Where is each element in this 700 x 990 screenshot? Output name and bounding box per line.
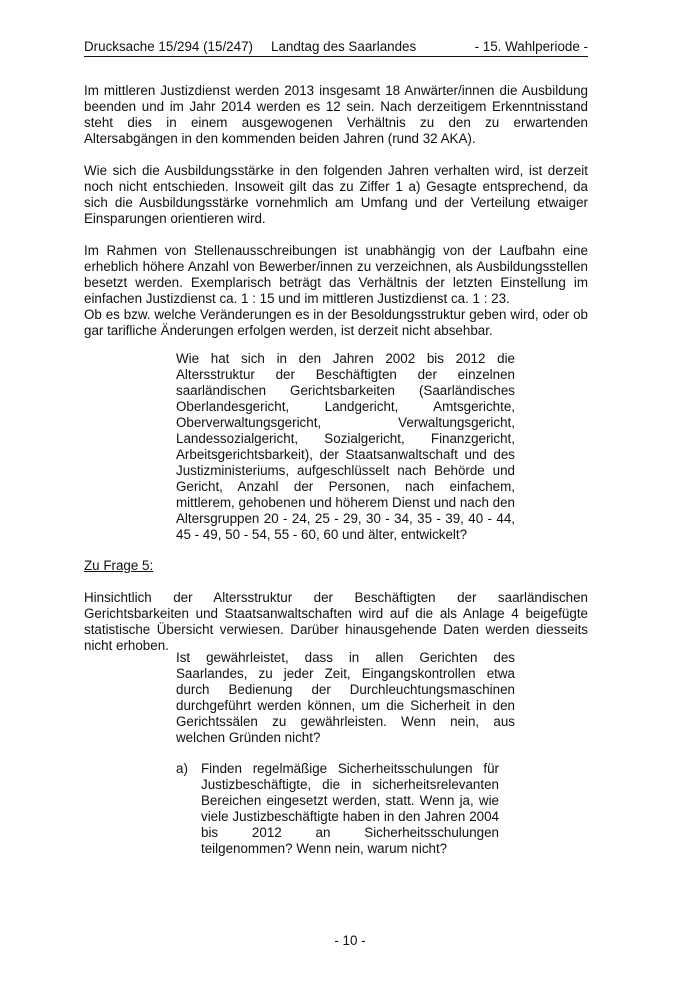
paragraph-applicants-ratio: Im Rahmen von Stellenausschreibungen ist unabhängig von der Laufbahn eine erheblich höhere Anzahl von Bewerber/innen zu verzeichnen, als Ausbildungsstellen besetzt werden. Exemplarisch beträgt das Verhältnis der letzten Einstellung im einfachen Justizdienst ca. 1 : 15 und im mittleren Justizdienst ca. 1 : 23. <box>84 243 588 306</box>
item-a-text: Finden regelmäßige Sicherheitsschulungen für Justizbeschäftigte, die in sicherheitsrelevanten Bereichen eingesetzt werden, statt. Wenn ja, wie viele Justizbeschäftigte haben in den Jahren 2004 bis 2012 an Sicherheitsschulungen teilgenommen? Wenn nein, warum nicht? <box>201 761 499 856</box>
item-a-label: a) <box>176 761 188 776</box>
header-document-number: Drucksache 15/294 (15/247) <box>84 39 253 54</box>
header-legislative-period: - 15. Wahlperiode - <box>474 39 588 54</box>
question-5-text: Wie hat sich in den Jahren 2002 bis 2012 die Altersstruktur der Beschäftigten der einzelnen saarländischen Gerichtsbarkeiten (Saarländisches Oberlandesgericht, Landgericht, Amtsgerichte, Oberverwaltungsgericht, Verwaltungsgericht, Landessozialgericht, Sozialgericht, Finanzgericht, Arbeitsgerichtsbarkeit), der Staatsanwaltschaft und des Justizministeriums, aufgeschlüsselt nach Behörde und Gericht, Anzahl der Personen, nach einfachem, mittlerem, gehobenen und höherem Dienst und nach den Altersgruppen 20 - 24, 25 - 29, 30 - 34, 35 - 39, 40 - 44, 45 - 49, 50 - 54, 55 - 60, 60 und älter, entwickelt? <box>176 351 515 542</box>
page-number: - 10 - <box>334 933 366 948</box>
paragraph-salary-structure: Ob es bzw. welche Veränderungen es in der Besoldungsstruktur geben wird, oder ob gar tarifliche Änderungen erfolgen werden, ist derzeit nicht absehbar. <box>84 307 588 338</box>
answer-5-text: Hinsichtlich der Altersstruktur der Beschäftigten der saarländischen Gerichtsbarkeiten und Staatsanwaltschaften wird auf die als Anlage 4 beigefügte statistische Übersicht verwiesen. Darüber hinausgehende Daten werden diesseits nicht erhoben. <box>84 590 588 653</box>
paragraph-training-numbers: Im mittleren Justizdienst werden 2013 insgesamt 18 Anwärter/innen die Ausbildung beenden und im Jahr 2014 werden es 12 sein. Nach derzeitigem Erkenntnisstand steht dies in einem ausgewogenen Verhältnis zu den zu erwartenden Altersabgängen in den kommenden beiden Jahren (rund 32 AKA). <box>84 83 588 146</box>
question-6-intro: Ist gewährleistet, dass in allen Gerichten des Saarlandes, zu jeder Zeit, Eingangskontrollen etwa durch Bedienung der Durchleuchtungsmaschinen durchgeführt werden können, um die Sicherheit in den Gerichtssälen zu gewährleisten. Wenn nein, aus welchen Gründen nicht? <box>176 650 515 745</box>
header-institution: Landtag des Saarlandes <box>271 39 417 54</box>
paragraph-training-strength: Wie sich die Ausbildungsstärke in den folgenden Jahren verhalten wird, ist derzeit noch nicht entschieden. Insoweit gilt das zu Ziffer 1 a) Gesagte entsprechend, da sich die Ausbildungsstärke vornehmlich am Umfang und der Verteilung etwaiger Einsparungen orientieren wird. <box>84 163 588 226</box>
answer-5-heading: Zu Frage 5: <box>84 558 154 573</box>
page-header <box>84 38 588 57</box>
